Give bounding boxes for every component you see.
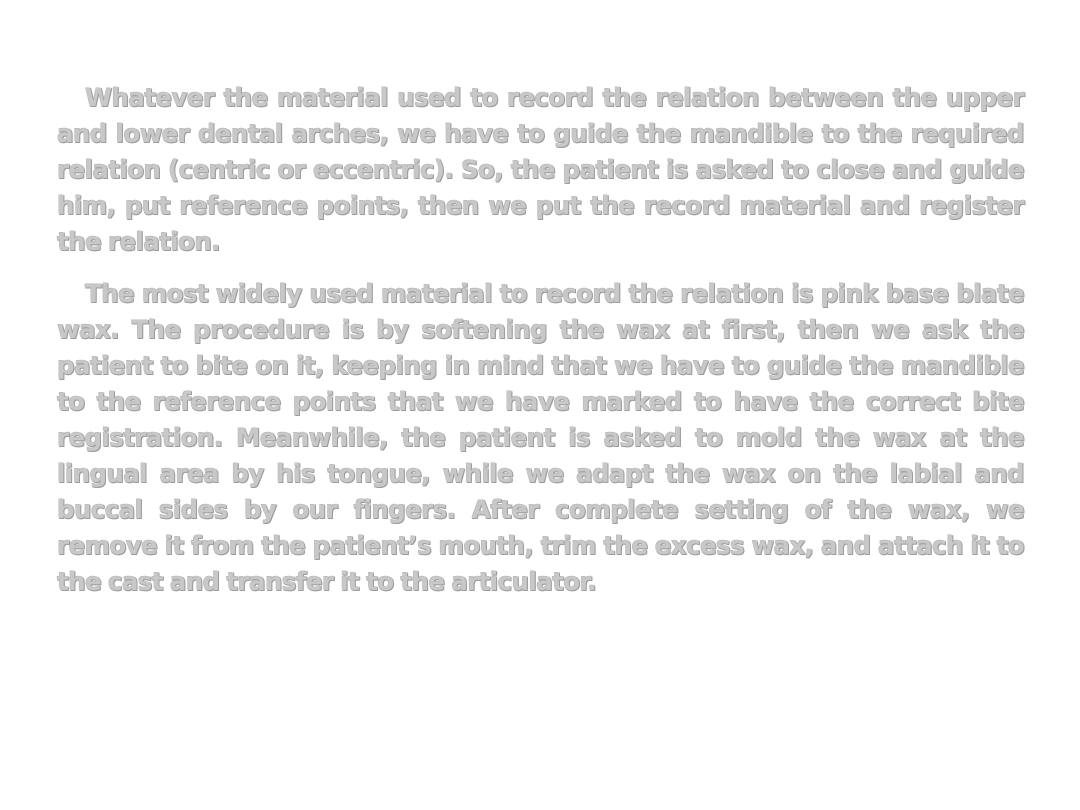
- text-body: [57, 80, 1024, 616]
- paragraph-1: Whatever the material used to record the relation between the upper and lower dental arches, we have to guide the mandible to the required relation (centric or eccentric). So, the patient is asked to close and guide him, put reference points, then we put the record material and register the relation.: [57, 83, 1024, 256]
- paragraph-2: The most widely used material to record the relation is pink base blate wax. The procedure is by softening the wax at first, then we ask the patient to bite on it, keeping in mind that we have to guide the mandible to the reference points that we have marked to have the correct bite registration. Meanwhile, the patient is asked to mold the wax at the lingual area by his tongue, while we adapt the wax on the labial and buccal sides by our fingers. After complete setting of the wax, we remove it from the patient’s mouth, trim the excess wax, and attach it to the cast and transfer it to the articulator.: [57, 279, 1024, 596]
